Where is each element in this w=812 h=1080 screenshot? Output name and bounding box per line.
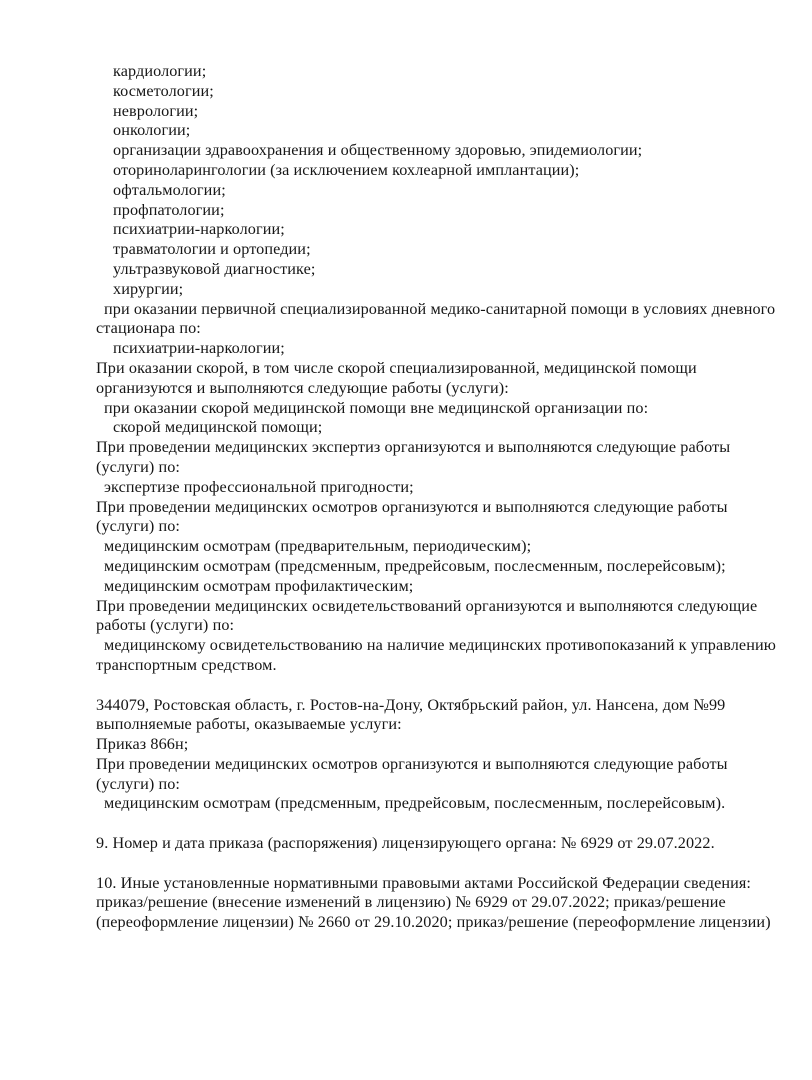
text-line: хирургии; bbox=[113, 279, 184, 298]
blank-line bbox=[96, 676, 796, 696]
text-line: медицинским осмотрам (предсменным, предрейсовым, послесменным, послерейсовым); bbox=[104, 556, 726, 575]
text-line: При оказании скорой, в том числе скорой специализированной, медицинской помощи bbox=[96, 358, 697, 377]
text-line: медицинским осмотрам (предварительным, периодическим); bbox=[104, 537, 532, 556]
text-line: онкологии; bbox=[113, 121, 191, 140]
text-line: медицинским осмотрам (предсменным, предрейсовым, послесменным, послерейсовым). bbox=[104, 794, 726, 813]
text-line: При проведении медицинских экспертиз организуются и выполняются следующие работы bbox=[96, 438, 731, 457]
text-line: ультразвуковой диагностике; bbox=[113, 259, 316, 278]
text-line: организации здравоохранения и общественному здоровью, эпидемиологии; bbox=[113, 141, 643, 160]
text-line: профпатологии; bbox=[113, 200, 225, 219]
text-line: Приказ 866н; bbox=[96, 735, 189, 754]
text-line: при оказании первичной специализированной медико-санитарной помощи в условиях дневного bbox=[104, 299, 776, 318]
text-line: психиатрии-наркологии; bbox=[113, 339, 285, 358]
text-line: кардиологии; bbox=[113, 62, 207, 80]
text-line: (услуги) по: bbox=[96, 517, 181, 536]
blank-line bbox=[96, 854, 796, 874]
text-line: при оказании скорой медицинской помощи вне медицинской организации по: bbox=[104, 398, 649, 417]
text-line: офтальмологии; bbox=[113, 180, 226, 199]
text-line: транспортным средством. bbox=[96, 655, 277, 674]
text-line: При проведении медицинских осмотров организуются и выполняются следующие работы bbox=[96, 497, 728, 516]
document-body bbox=[96, 62, 796, 933]
text-line: медицинским осмотрам профилактическим; bbox=[104, 576, 414, 595]
blank-line bbox=[96, 814, 796, 834]
text-line: (услуги) по: bbox=[96, 457, 181, 476]
text-line: (переоформление лицензии) № 2660 от 29.10.2020; приказ/решение (переоформление лицензии) bbox=[96, 913, 771, 932]
text-line: организуются и выполняются следующие работы (услуги): bbox=[96, 378, 509, 397]
text-line: экспертизе профессиональной пригодности; bbox=[104, 477, 414, 496]
text-line: 344079, Ростовская область, г. Ростов-на-Дону, Октябрьский район, ул. Нансена, дом №99 bbox=[96, 695, 726, 714]
text-line: При проведении медицинских осмотров организуются и выполняются следующие работы bbox=[96, 754, 728, 773]
text-line: медицинскому освидетельствованию на наличие медицинских противопоказаний к управлению bbox=[104, 636, 776, 655]
text-line: 9. Номер и дата приказа (распоряжения) лицензирующего органа: № 6929 от 29.07.2022. bbox=[96, 834, 715, 853]
text-line: косметологии; bbox=[113, 81, 214, 100]
text-line: При проведении медицинских освидетельствований организуются и выполняются следующие bbox=[96, 596, 758, 615]
text-line: травматологии и ортопедии; bbox=[113, 240, 311, 259]
text-line: 10. Иные установленные нормативными правовыми актами Российской Федерации сведения: bbox=[96, 873, 752, 892]
text-line: психиатрии-наркологии; bbox=[113, 220, 285, 239]
text-line: (услуги) по: bbox=[96, 774, 181, 793]
text-line: скорой медицинской помощи; bbox=[113, 418, 323, 437]
text-line: стационара по: bbox=[96, 319, 201, 338]
text-line: приказ/решение (внесение изменений в лицензию) № 6929 от 29.07.2022; приказ/решение bbox=[96, 893, 726, 912]
text-line: работы (услуги) по: bbox=[96, 616, 235, 635]
text-line: выполняемые работы, оказываемые услуги: bbox=[96, 715, 402, 734]
text-line: оториноларингологии (за исключением кохлеарной имплантации); bbox=[113, 160, 580, 179]
text-line: неврологии; bbox=[113, 101, 199, 120]
